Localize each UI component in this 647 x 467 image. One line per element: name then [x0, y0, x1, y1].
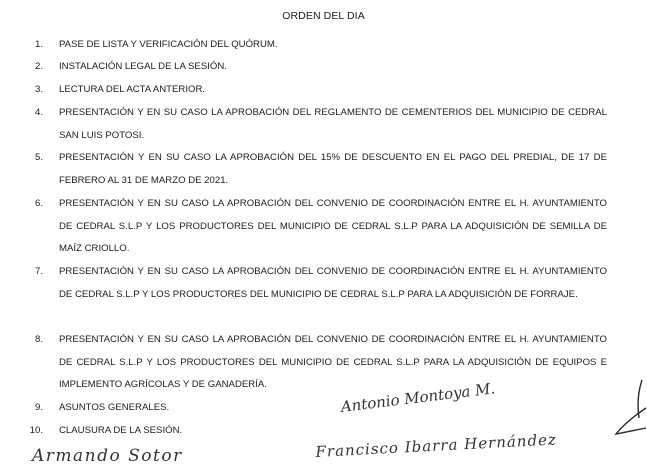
- agenda-item-text: PASE DE LISTA Y VERIFICACIÓN DEL QUÓRUM.: [59, 39, 278, 50]
- agenda-item-number: 7.: [34, 266, 43, 277]
- agenda-item-text: PRESENTACIÓN Y EN SU CASO LA APROBACIÓN DEL 15% DE DESCUENTO EN EL PAGO DEL PREDIAL, DE 17 DE FEBRERO AL 31 DE MARZO DE 2021.: [59, 152, 607, 186]
- agenda-item-number: 3.: [34, 84, 43, 95]
- signature-center-bottom: Francisco Ibarra Hernández: [315, 430, 558, 461]
- agenda-item-9: [35, 397, 607, 420]
- agenda-item-text: CLAUSURA DE LA SESIÓN.: [59, 425, 183, 436]
- agenda-item-text: INSTALACIÓN LEGAL DE LA SESIÓN.: [59, 61, 227, 72]
- agenda-item-1: [35, 34, 607, 57]
- signature-center-top: Antonio Montoya M.: [339, 379, 497, 416]
- agenda-item-number: 4.: [34, 107, 43, 118]
- agenda-item-3: [35, 79, 607, 102]
- agenda-item-text: PRESENTACIÓN Y EN SU CASO LA APROBACIÓN DEL REGLAMENTO DE CEMENTERIOS DEL MUNICIPIO DE CEDRAL SAN LUIS POTOSI.: [59, 107, 607, 141]
- agenda-item-text: PRESENTACIÓN Y EN SU CASO LA APROBACIÓN DEL CONVENIO DE COORDINACIÓN ENTRE EL H. AYUNTAMIENTO DE CEDRAL S.L.P Y LOS PRODUCTORES DEL MUNICIPIO DE CEDRAL S.L.P PARA LA ADQUISICIÓN DE SEMILLA DE MAÍZ CRIOLLO.: [59, 198, 607, 254]
- agenda-item-number: 2.: [34, 61, 43, 72]
- signature-left: Armando Sotor: [32, 446, 183, 466]
- agenda-item-5: [35, 147, 607, 192]
- agenda-item-6: [35, 193, 607, 261]
- agenda-item-number: 6.: [34, 198, 43, 209]
- agenda-item-text: LECTURA DEL ACTA ANTERIOR.: [59, 84, 206, 95]
- document-title: ORDEN DEL DIA: [282, 10, 365, 22]
- agenda-item-number: 8.: [34, 334, 43, 345]
- agenda-item-number: 1.: [34, 39, 43, 50]
- agenda-item-number: 5.: [34, 152, 43, 163]
- agenda-item-7: [35, 261, 607, 306]
- agenda-item-text: PRESENTACIÓN Y EN SU CASO LA APROBACIÓN DEL CONVENIO DE COORDINACIÓN ENTRE EL H. AYUNTAMIENTO DE CEDRAL S.L.P Y LOS PRODUCTORES DEL MUNICIPIO DE CEDRAL S.L.P PARA LA ADQUISICIÓN DE FORRAJE.: [59, 266, 607, 300]
- agenda-item-number: 10.: [29, 425, 43, 436]
- agenda-item-text: PRESENTACIÓN Y EN SU CASO LA APROBACIÓN DEL CONVENIO DE COORDINACIÓN ENTRE EL H. AYUNTAMIENTO DE CEDRAL S.L.P Y LOS PRODUCTORES DEL MUNICIPIO DE CEDRAL S.L.P PARA LA ADQUISICIÓN DE EQUIPOS E IMPLEMENTO AGRÍCOLAS Y DE GANADERÍA.: [59, 334, 607, 390]
- agenda-item-8: [35, 329, 607, 397]
- agenda-item-text: ASUNTOS GENERALES.: [59, 402, 170, 413]
- agenda-item-2: [35, 56, 607, 79]
- agenda-item-4: [35, 102, 607, 147]
- agenda-item-number: 9.: [34, 402, 43, 413]
- edge-pen-strokes: [612, 378, 647, 440]
